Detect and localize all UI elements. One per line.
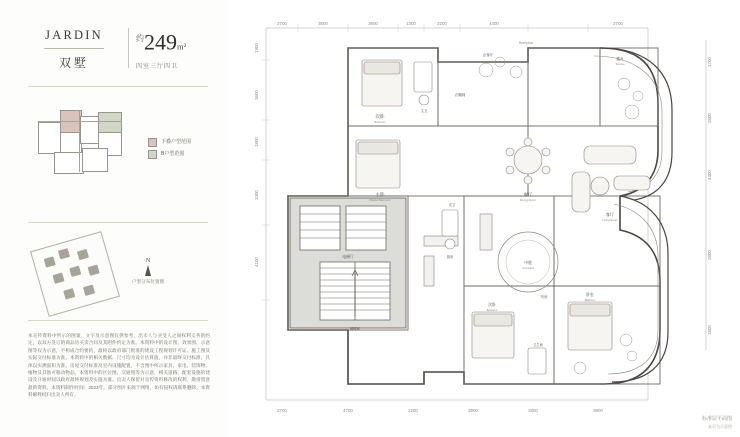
divider-1 xyxy=(28,86,208,87)
svg-text:电梯厅: 电梯厅 xyxy=(342,255,354,259)
svg-text:次卧: 次卧 xyxy=(488,303,496,307)
legend xyxy=(148,138,218,162)
svg-text:会客厅: 会客厅 xyxy=(482,53,494,57)
plan-svg xyxy=(228,0,740,437)
svg-text:4400: 4400 xyxy=(707,170,712,180)
disclaimer-text: 本宣传资料中所示的图案、文字及示意图仅供参考，出卖人与买受人之间权利义务的约定，以双方签订的商品房买卖合同及其附件约定为准。本资料中的设计图、效果图、示意图等仅为示意，不构成合约要约，最终以政府部门批准的建设工程规划许可证、施工图及实际交付标准为准。本资料中的相关数据、尺寸均为设计估算值，并非最终交付标准，具体以实测面积为准。房屋交付标准及室内设施配置，不含图中所示家具、家电、装饰物、植物及其他可移动物品。本资料中的区位图、交通图等为示意，相关道路、配套设施的建设及开通时间以政府最终规划及实施为准。出卖人保留对宣传资料修改的权利，敬请留意最新资料。本资料制作时间：2023年。部分图片来源于网络，如有侵权请联系删除。本资料解释权归出卖人所有。 xyxy=(28,333,210,398)
area-subtitle: 四室三厅四卫 xyxy=(136,64,179,71)
svg-text:Reception: Reception xyxy=(518,41,534,45)
brand-name-en: JARDIN xyxy=(45,28,103,42)
svg-text:2200: 2200 xyxy=(437,21,447,26)
vertical-divider xyxy=(128,28,129,68)
svg-text:3500: 3500 xyxy=(318,21,328,26)
svg-text:Master Bedroom: Master Bedroom xyxy=(369,198,391,202)
svg-text:次卫: 次卫 xyxy=(448,203,456,207)
site-plan xyxy=(32,236,128,314)
legend-item xyxy=(148,138,218,147)
svg-text:3300: 3300 xyxy=(254,190,259,200)
svg-text:1500: 1500 xyxy=(707,325,712,335)
info-panel xyxy=(0,0,228,437)
svg-text:书房: 书房 xyxy=(540,295,548,299)
svg-text:3900: 3900 xyxy=(593,408,603,413)
legend-label: B户型范围 xyxy=(161,151,185,157)
area-prefix: 约 xyxy=(136,34,144,43)
svg-text:楼梯间: 楼梯间 xyxy=(349,327,361,331)
svg-text:露台: 露台 xyxy=(616,57,624,61)
svg-text:中庭: 中庭 xyxy=(524,261,532,265)
svg-text:4400: 4400 xyxy=(489,21,499,26)
compass-arrow-icon xyxy=(145,265,151,276)
brand-divider xyxy=(44,48,104,49)
legend-swatch-icon xyxy=(148,138,157,147)
floor-plan-drawing xyxy=(228,0,740,437)
svg-text:餐厅: 餐厅 xyxy=(523,192,533,197)
compass-north-label: N xyxy=(145,258,151,264)
legend-label: 下叠户型范围 xyxy=(161,139,192,145)
svg-text:4100: 4100 xyxy=(254,257,259,267)
svg-text:2800: 2800 xyxy=(707,113,712,123)
svg-text:2700: 2700 xyxy=(277,21,287,26)
svg-text:卫生间: 卫生间 xyxy=(533,343,543,347)
svg-text:Bedroom: Bedroom xyxy=(486,309,498,312)
area-value-row xyxy=(136,26,226,59)
key-plan xyxy=(34,100,144,186)
svg-text:1900: 1900 xyxy=(254,43,259,53)
area-value: 249 xyxy=(144,29,177,55)
svg-text:Dining Room: Dining Room xyxy=(519,198,537,202)
legend-swatch-icon xyxy=(148,150,157,159)
svg-text:厨房: 厨房 xyxy=(446,255,454,259)
plan-footnote xyxy=(702,415,732,431)
svg-text:2800: 2800 xyxy=(707,250,712,260)
svg-text:次卧: 次卧 xyxy=(375,114,385,119)
site-plan-outline xyxy=(30,231,120,317)
svg-text:2700: 2700 xyxy=(613,21,623,26)
brand-block xyxy=(28,28,120,71)
svg-text:Courtyard: Courtyard xyxy=(522,267,534,270)
plan-footnote-sub: 本页为示意图 xyxy=(708,424,732,429)
divider-2 xyxy=(28,222,208,223)
compass xyxy=(128,258,168,285)
svg-text:主卧: 主卧 xyxy=(375,192,385,197)
area-block xyxy=(136,26,226,70)
svg-text:Terrace: Terrace xyxy=(615,62,625,66)
svg-text:1700: 1700 xyxy=(707,57,712,67)
svg-text:3900: 3900 xyxy=(468,408,478,413)
svg-text:2700: 2700 xyxy=(277,408,287,413)
divider-3 xyxy=(28,320,208,321)
svg-text:Living Room: Living Room xyxy=(602,218,618,222)
svg-text:衣帽间: 衣帽间 xyxy=(454,93,466,97)
legend-item xyxy=(148,150,218,159)
svg-text:2800: 2800 xyxy=(528,408,538,413)
compass-caption: 户型分布位置图 xyxy=(131,279,165,284)
brand-name-cn: 双墅 xyxy=(58,56,89,70)
area-unit: m² xyxy=(177,41,187,52)
svg-text:卧室: 卧室 xyxy=(586,293,594,297)
svg-text:3600: 3600 xyxy=(368,21,378,26)
svg-text:1300: 1300 xyxy=(406,21,416,26)
svg-text:2200: 2200 xyxy=(408,408,418,413)
svg-text:主卫: 主卫 xyxy=(420,109,428,113)
svg-text:3600: 3600 xyxy=(254,90,259,100)
plan-footnote-title: 标准层平面图 xyxy=(701,416,732,422)
svg-text:Bedroom: Bedroom xyxy=(584,299,596,302)
svg-text:Bedroom: Bedroom xyxy=(374,120,386,124)
svg-text:1800: 1800 xyxy=(254,137,259,147)
svg-text:4700: 4700 xyxy=(343,408,353,413)
svg-text:客厅: 客厅 xyxy=(605,212,615,217)
